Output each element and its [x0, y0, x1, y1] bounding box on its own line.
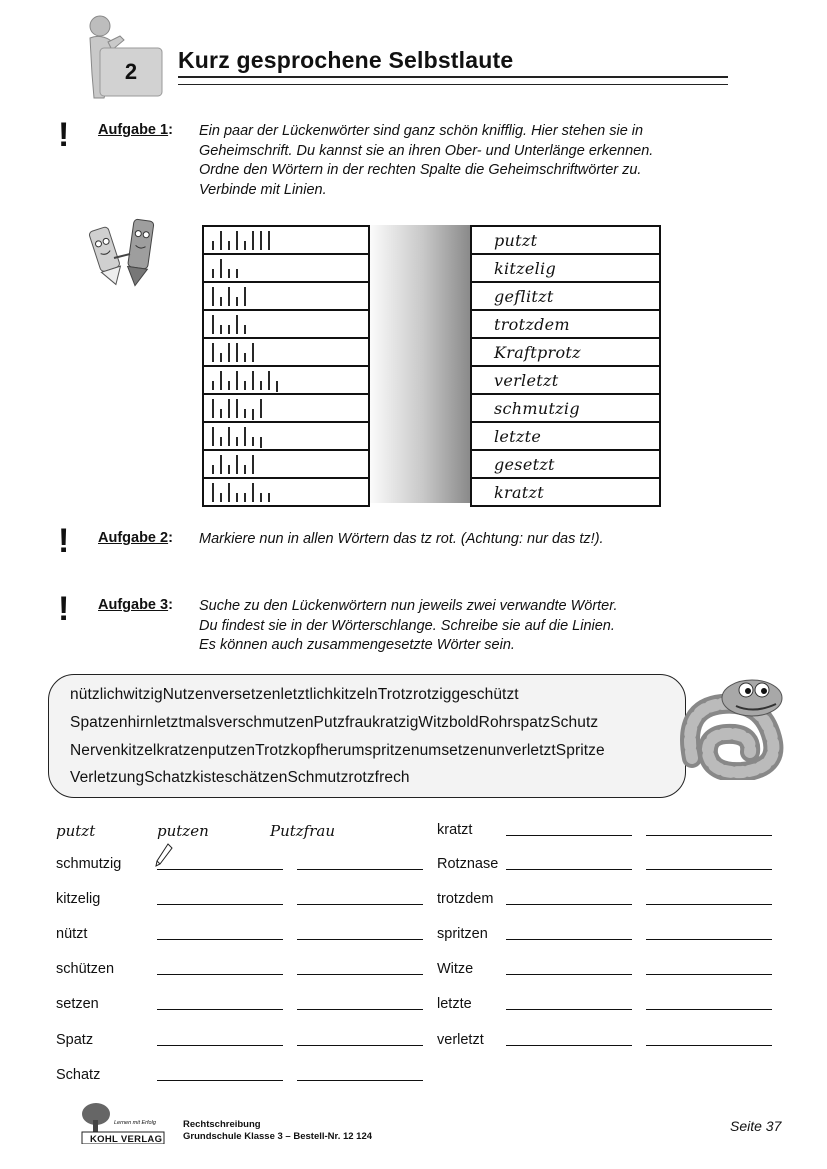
word-cell: verletzt: [472, 367, 659, 395]
word-list-item: setzen: [56, 996, 99, 1012]
answer-line[interactable]: [506, 1008, 632, 1010]
secret-code-glyph: [210, 228, 360, 252]
word-list-item: Spatz: [56, 1032, 94, 1048]
word-list-item: spritzen: [437, 926, 488, 942]
task-1-label: Aufgabe 1:: [98, 122, 173, 138]
secret-code-cell: [204, 367, 368, 395]
secret-code-glyph: [210, 480, 360, 504]
exclamation-icon: !: [58, 590, 70, 628]
secret-code-cell: [204, 311, 368, 339]
publisher-slogan: Lernen mit Erfolg: [114, 1120, 156, 1126]
secret-code-glyph: [210, 452, 360, 476]
secret-code-cell: [204, 255, 368, 283]
secret-code-glyph: [210, 424, 360, 448]
word-snake-line: VerletzungSchatzkisteschätzenSchmutzrotzfrech: [70, 769, 410, 786]
answer-line[interactable]: [506, 868, 632, 870]
answer-line[interactable]: [297, 868, 423, 870]
answer-line[interactable]: [646, 938, 772, 940]
word-list-item: Witze: [437, 961, 474, 977]
answer-line[interactable]: [157, 1044, 283, 1046]
word-cell: kratzt: [472, 479, 659, 507]
word-snake-line: NervenkitzelkratzenputzenTrotzkopfherumspritzenumsetzenunverletztSpritze: [70, 742, 605, 759]
publisher-name: KOHL VERLAG: [90, 1134, 163, 1145]
secret-code-glyph: [210, 340, 360, 364]
answer-line[interactable]: [157, 868, 283, 870]
word-cell: letzte: [472, 423, 659, 451]
page-title: Kurz gesprochene Selbstlaute: [178, 47, 514, 73]
answer-line[interactable]: [297, 973, 423, 975]
secret-code-cell: [204, 451, 368, 479]
answer-line[interactable]: [646, 1044, 772, 1046]
title-underline: [178, 76, 728, 85]
exclamation-icon: !: [58, 116, 70, 154]
word-cell: trotzdem: [472, 311, 659, 339]
word-cell: Kraftprotz: [472, 339, 659, 367]
answer-line[interactable]: [646, 903, 772, 905]
word-list-item: kitzelig: [56, 891, 101, 907]
task-3-text: Suche zu den Lückenwörtern nun jeweils zwei verwandte Wörter. Du findest sie in der Wörterschlange. Schreibe sie auf die Linien. Es können auch zusammengesetzte Wörter sein.: [199, 598, 618, 653]
task-2-label: Aufgabe 2:: [98, 530, 173, 546]
word-list-item: letzte: [437, 996, 472, 1012]
answer-line[interactable]: [506, 903, 632, 905]
word-snake-line: nützlichwitzigNutzenversetzenletztlichkitzelnTrotzrotziggeschützt: [70, 686, 519, 703]
answer-line[interactable]: [157, 1008, 283, 1010]
exclamation-icon: !: [58, 522, 70, 560]
task-3-label: Aufgabe 3:: [98, 597, 173, 613]
word-list-item: schützen: [56, 961, 115, 977]
word-list-item: verletzt: [437, 1032, 484, 1048]
secret-code-cell: [204, 283, 368, 311]
secret-code-cell: [204, 227, 368, 255]
secret-code-glyph: [210, 312, 360, 336]
task-1-text: Ein paar der Lückenwörter sind ganz schön knifflig. Hier stehen sie in Geheimschrift. Du kannst sie an ihren Ober- und Unterlänge erkennen. Ordne den Wörtern in der rechten Spalte die Geheimschriftwörter zu. Verbinde mit Linien.: [199, 123, 654, 198]
answer-line[interactable]: [506, 1044, 632, 1046]
word-column: [470, 225, 661, 507]
word-snake-line: SpatzenhirnletztmalsverschmutzenPutzfraukratzigWitzboldRohrspatzSchutz: [70, 714, 599, 731]
example-word: putzt: [56, 822, 96, 840]
example-word: putzen: [157, 822, 209, 840]
answer-line[interactable]: [506, 938, 632, 940]
snake-illustration: [672, 668, 792, 785]
secret-code-column: [202, 225, 370, 507]
secret-code-glyph: [210, 396, 360, 420]
answer-line[interactable]: [506, 973, 632, 975]
answer-line[interactable]: [157, 1079, 283, 1081]
gradient-separator: [366, 225, 470, 503]
word-cell: gesetzt: [472, 451, 659, 479]
word-list-item: trotzdem: [437, 891, 494, 907]
example-word: Putzfrau: [270, 822, 336, 840]
answer-line[interactable]: [506, 834, 632, 836]
answer-line[interactable]: [646, 973, 772, 975]
word-list-item: nützt: [56, 926, 88, 942]
page-number: Seite 37: [730, 1118, 782, 1134]
answer-line[interactable]: [157, 973, 283, 975]
answer-line[interactable]: [646, 868, 772, 870]
secret-code-cell: [204, 339, 368, 367]
secret-code-cell: [204, 395, 368, 423]
word-list-item: Schatz: [56, 1067, 101, 1083]
answer-line[interactable]: [297, 1079, 423, 1081]
answer-line[interactable]: [646, 1008, 772, 1010]
word-cell: schmutzig: [472, 395, 659, 423]
chapter-number: 2: [124, 59, 138, 84]
answer-line[interactable]: [646, 834, 772, 836]
pencil-characters-illustration: [84, 214, 164, 295]
task-2-text: Markiere nun in allen Wörtern das tz rot. (Achtung: nur das tz!).: [199, 531, 604, 547]
secret-code-glyph: [210, 284, 360, 308]
answer-line[interactable]: [157, 903, 283, 905]
word-cell: kitzelig: [472, 255, 659, 283]
word-cell: geflitzt: [472, 283, 659, 311]
word-list-item: Rotznase: [437, 856, 499, 872]
secret-code-glyph: [210, 256, 360, 280]
answer-line[interactable]: [297, 1044, 423, 1046]
secret-code-cell: [204, 423, 368, 451]
word-list-item: kratzt: [437, 822, 473, 838]
secret-code-glyph: [210, 368, 360, 392]
word-list-item: schmutzig: [56, 856, 122, 872]
answer-line[interactable]: [297, 1008, 423, 1010]
answer-line[interactable]: [297, 903, 423, 905]
word-cell: putzt: [472, 227, 659, 255]
answer-line[interactable]: [157, 938, 283, 940]
secret-code-cell: [204, 479, 368, 507]
answer-line[interactable]: [297, 938, 423, 940]
footer-book-info: Rechtschreibung Grundschule Klasse 3 – Bestell-Nr. 12 124: [183, 1119, 373, 1142]
